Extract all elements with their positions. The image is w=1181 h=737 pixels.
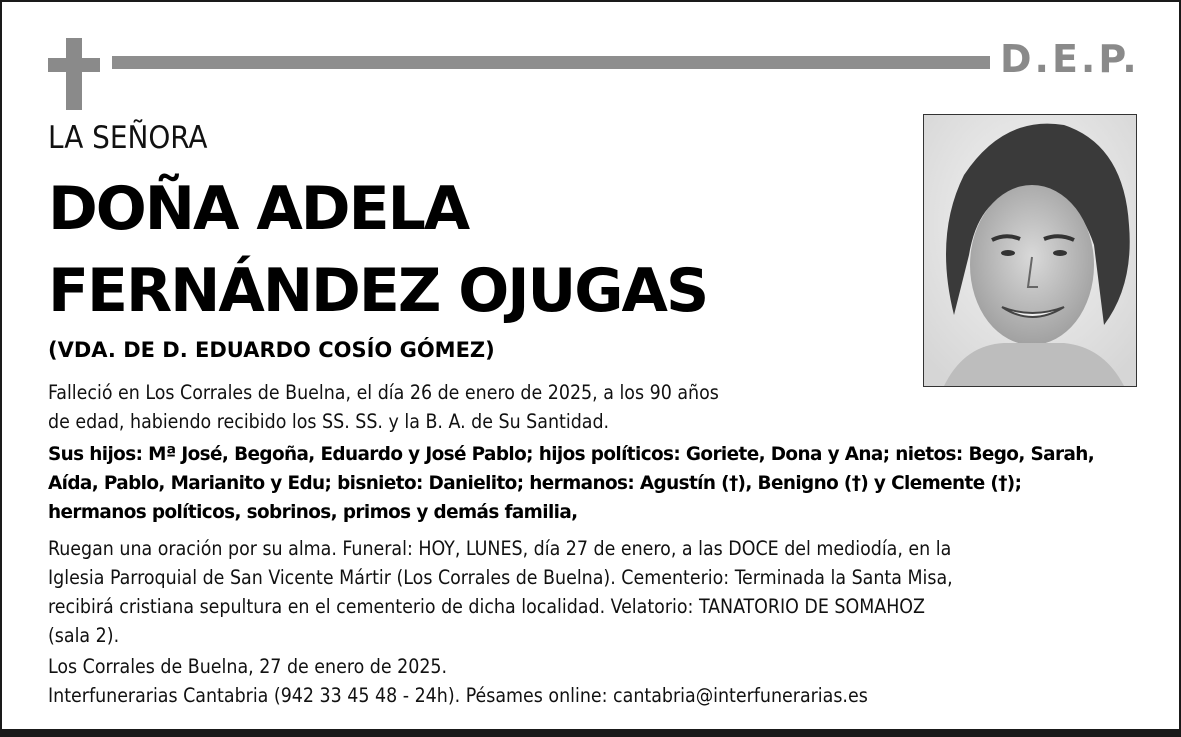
text-line: Los Corrales de Buelna, 27 de enero de 2025. [48, 655, 448, 678]
text-line: Iglesia Parroquial de San Vicente Mártir (Los Corrales de Buelna). Cementerio: Terminada la Santa Misa, [48, 566, 953, 589]
text-line: Aída, Pablo, Marianito y Edu; bisnieto: Danielito; hermanos: Agustín (†), Benigno (†) y Clemente (†); [48, 473, 1022, 494]
portrait-photo [923, 114, 1137, 387]
widow-of: (VDA. DE D. EDUARDO COSÍO GÓMEZ) [48, 338, 495, 362]
name-line-1: DOÑA ADELA [48, 174, 469, 244]
family-paragraph [48, 440, 1148, 527]
footer-paragraph [48, 652, 1148, 710]
bottom-border-bar [2, 729, 1179, 735]
text-line: Falleció en Los Corrales de Buelna, el día 26 de enero de 2025, a los 90 años [48, 381, 719, 404]
text-line: Sus hijos: Mª José, Begoña, Eduardo y José Pablo; hijos políticos: Goriete, Dona y Ana; nietos: Bego, Sarah, [48, 444, 1095, 465]
text-line: recibirá cristiana sepultura en el cementerio de dicha localidad. Velatorio: TANATORIO DE SOMAHOZ [48, 595, 925, 618]
intro-label: LA SEÑORA [48, 120, 208, 156]
cross-icon [48, 38, 100, 110]
text-line: de edad, habiendo recibido los SS. SS. y la B. A. de Su Santidad. [48, 410, 610, 433]
dep-mark: D.E.P. [1000, 37, 1140, 81]
text-line: Ruegan una oración por su alma. Funeral: HOY, LUNES, día 27 de enero, a las DOCE del mediodía, en la [48, 537, 952, 560]
text-line: (sala 2). [48, 624, 120, 647]
header-rule [112, 56, 990, 69]
deceased-name [48, 168, 707, 332]
contact-line: Interfunerarias Cantabria (942 33 45 48 - 24h). Pésames online: cantabria@interfunerarias.es [48, 684, 868, 707]
text-line: hermanos políticos, sobrinos, primos y demás familia, [48, 502, 578, 523]
death-paragraph [48, 378, 828, 436]
ceremony-paragraph [48, 534, 1148, 650]
name-line-2: FERNÁNDEZ OJUGAS [48, 256, 708, 326]
